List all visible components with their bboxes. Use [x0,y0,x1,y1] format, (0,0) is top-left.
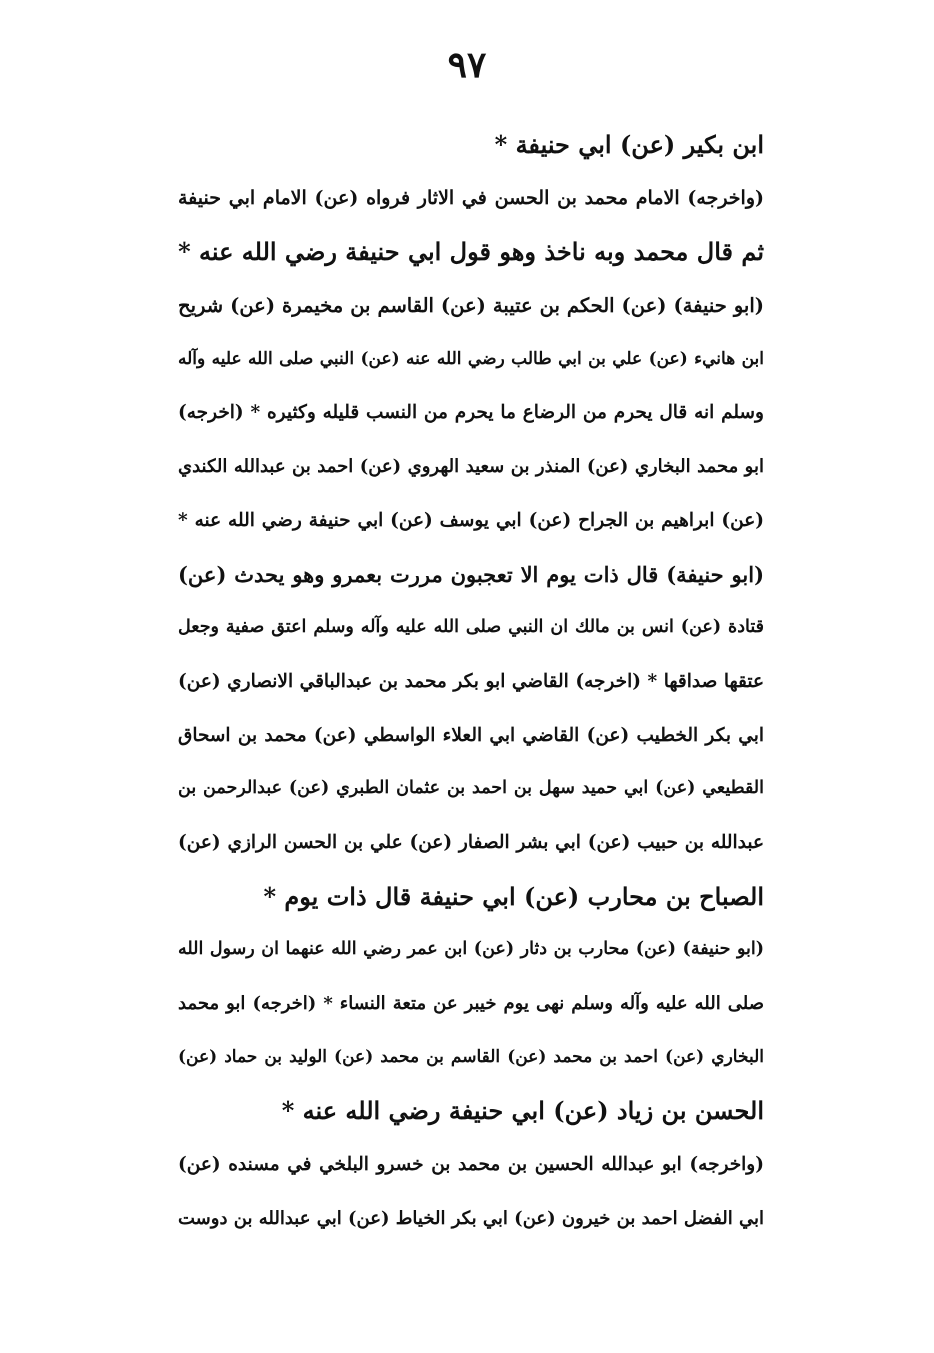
text-line: ابي بكر الخطيب (عن) القاضي ابي العلاء الواسطي (عن) محمد بن اسحاق [178,724,764,746]
text-line: عبدالله بن حبيب (عن) ابي بشر الصفار (عن) علي بن الحسن الرازي (عن) [178,831,764,853]
text-line: ابي الفضل احمد بن خيرون (عن) ابي بكر الخياط (عن) ابي عبدالله بن دوست [178,1207,764,1229]
text-line: (واخرجه) الامام محمد بن الحسن في الاثار فرواه (عن) الامام ابي حنيفة [178,186,764,209]
text-line: القطيعي (عن) ابي حميد سهل بن احمد بن عثمان الطبري (عن) عبدالرحمن بن [178,778,764,799]
text-line: (ابو حنيفة) (عن) الحكم بن عتيبة (عن) القاسم بن مخيمرة (عن) شريح [178,294,764,318]
page-number: ٩٧ [447,44,487,86]
text-line: (عن) ابراهيم بن الجراح (عن) ابي يوسف (عن) ابي حنيفة رضي الله عنه * [178,509,764,531]
text-line: الصباح بن محارب (عن) ابي حنيفة قال ذات يوم * [263,881,764,911]
text-line: ابن هانيء (عن) علي بن ابي طالب رضي الله عنه (عن) النبي صلى الله عليه وآله [178,348,764,369]
text-line: (ابو حنيفة) (عن) محارب بن دثار (عن) ابن عمر رضي الله عنهما ان رسول الله [178,939,764,960]
text-body [178,118,764,1245]
text-line: ثم قال محمد وبه ناخذ وهو قول ابي حنيفة رضي الله عنه * [178,237,764,267]
text-line: (واخرجه) ابو عبدالله الحسين بن محمد بن خسرو البلخي في مسنده (عن) [178,1154,764,1176]
text-line: قتادة (عن) انس بن مالك ان النبي صلى الله عليه وآله وسلم اعتق صفية وجعل [178,617,764,638]
text-line: ابن بكير (عن) ابي حنيفة * [494,130,764,159]
text-line: (ابو حنيفة) قال ذات يوم الا تعجبون مررت بعمرو وهو يحدث (عن) [178,561,764,587]
text-line: البخاري (عن) احمد بن محمد (عن) القاسم بن محمد (عن) الوليد بن حماد (عن) [178,1046,764,1067]
text-line: ابو محمد البخاري (عن) المنذر بن سعيد الهروي (عن) احمد بن عبدالله الكندي [178,456,764,478]
text-line: الحسن بن زياد (عن) ابي حنيفة رضي الله عنه * [281,1096,764,1126]
text-line: وسلم انه قال يحرم من الرضاع ما يحرم من النسب قليله وكثيره * (اخرجه) [178,402,764,424]
text-line: صلى الله عليه وآله وسلم نهى يوم خيبر عن متعة النساء * (اخرجه) ابو محمد [178,993,764,1014]
text-line: عتقها صداقها * (اخرجه) القاضي ابو بكر محمد بن عبدالباقي الانصاري (عن) [178,670,764,692]
